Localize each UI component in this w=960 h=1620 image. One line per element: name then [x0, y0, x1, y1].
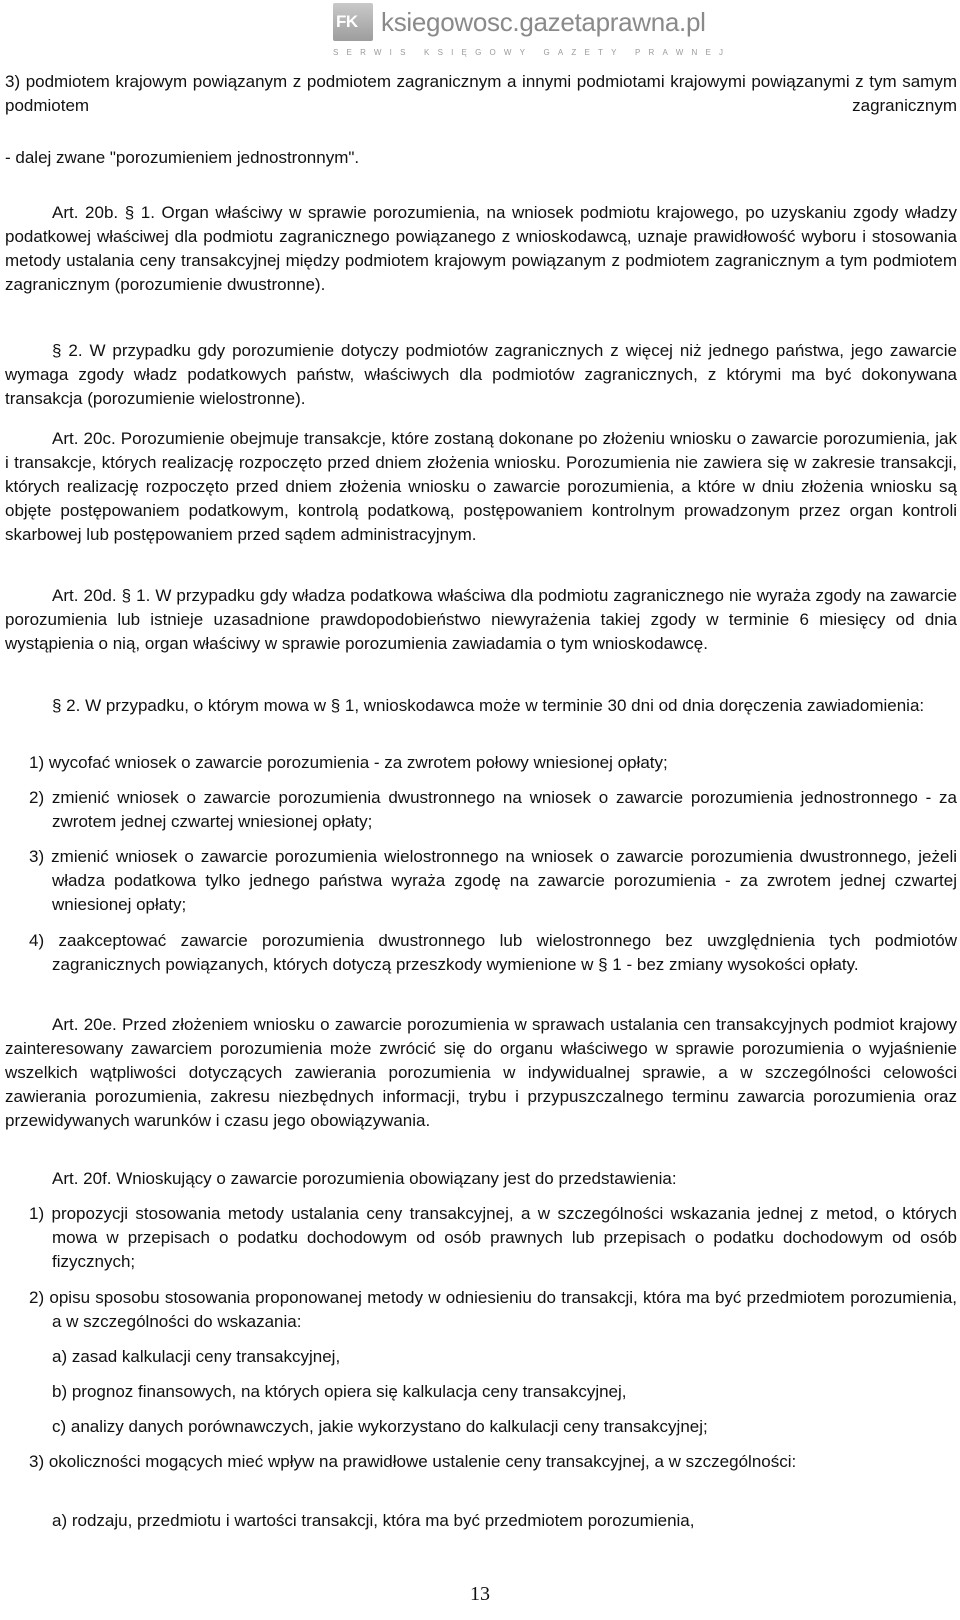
list-item-20f-2a: a) zasad kalkulacji ceny transakcyjnej,: [52, 1347, 341, 1366]
page-number: 13: [470, 1583, 490, 1605]
paragraph-art-20d-2: § 2. W przypadku, o którym mowa w § 1, wnioskodawca może w terminie 30 dni od dnia doręczenia zawiadomienia:: [52, 696, 925, 715]
paragraph-art-20b-2: § 2. W przypadku gdy porozumienie dotyczy podmiotów zagranicznych z więcej niż jednego państwa, jego zawarcie wymaga zgody władz podatkowych państw, właściwych dla podmiotów zagranicznych, z którymi ma być dokonywana transakcja (porozumienie wielostronne).: [5, 341, 957, 408]
list-item-20d-2: 2) zmienić wniosek o zawarcie porozumienia dwustronnego na wniosek o zawarcie porozumienia jednostronnego - za zwrotem jednej czwartej wniesionej opłaty;: [29, 788, 957, 831]
paragraph-item-3: 3) podmiotem krajowym powiązanym z podmiotem zagranicznym a innymi podmiotami krajowymi powiązanymi z tym samym podmiotem zagranicznym: [5, 72, 957, 115]
logo-badge-text: FK: [336, 12, 358, 31]
logo-badge-icon: [333, 3, 373, 41]
list-item-20f-3: 3) okoliczności mogących mieć wpływ na prawidłowe ustalenie ceny transakcyjnej, a w szczególności:: [29, 1452, 797, 1471]
paragraph-art-20e: Art. 20e. Przed złożeniem wniosku o zawarcie porozumienia w sprawach ustalania cen transakcyjnych podmiot krajowy zainteresowany zawarciem porozumienia może zwrócić się do organu właściwego w sprawie porozumienia o wyjaśnienie wszelkich wątpliwości dotyczących zawierania porozumienia w indywidualnej sprawie, a w szczególności celowości zawierania porozumienia, zakresu niezbędnych informacji, trybu i przypuszczalnego terminu zawarcia porozumienia oraz przewidywanych warunków i czasu jego obowiązywania.: [5, 1015, 957, 1130]
paragraph-art-20b-1: Art. 20b. § 1. Organ właściwy w sprawie porozumienia, na wniosek podmiotu krajowego, po uzyskaniu zgody władzy podatkowej właściwej dla podmiotu zagranicznego powiązanego z wnioskodawcą, uznaje prawidłowość wyboru i stosowania metody ustalania ceny transakcyjnej między podmiotem krajowym powiązanym z podmiotem zagranicznym a tym podmiotem zagranicznym (porozumienie dwustronne).: [5, 203, 957, 294]
list-item-20f-2c: c) analizy danych porównawczych, jakie wykorzystano do kalkulacji ceny transakcyjnej;: [52, 1417, 708, 1436]
list-item-20f-3a: a) rodzaju, przedmiotu i wartości transakcji, która ma być przedmiotem porozumienia,: [52, 1511, 695, 1530]
logo-tagline: SERWIS KSIĘGOWY GAZETY PRAWNEJ: [333, 48, 732, 57]
list-item-20d-3: 3) zmienić wniosek o zawarcie porozumienia wielostronnego na wniosek o zawarcie porozumienia dwustronnego, jeżeli władza podatkowa tylko jednego państwa wyraża zgodę na zawarcie porozumienia - za zwrotem jednej czwartej wniesionej opłaty;: [29, 847, 957, 914]
site-logo: [333, 3, 732, 57]
paragraph-art-20d-1: Art. 20d. § 1. W przypadku gdy władza podatkowa właściwa dla podmiotu zagranicznego nie wyraża zgody na zawarcie porozumienia lub istnieje uzasadnione prawdopodobieństwo niewyrażenia takiej zgody w terminie 6 miesięcy od dnia wystąpienia o nią, organ właściwy w sprawie porozumienia zawiadamia o tym wnioskodawcę.: [5, 586, 957, 653]
paragraph-art-20c: Art. 20c. Porozumienie obejmuje transakcje, które zostaną dokonane po złożeniu wniosku o zawarcie porozumienia, jak i transakcje, których realizację rozpoczęto przed dniem złożenia wniosku. Porozumienia nie zawiera się w zakresie transakcji, których realizację rozpoczęto przed dniem złożenia wniosku o zawarcie porozumienia, a które w dniu złożenia wniosku są objęte postępowaniem podatkowym, kontrolą podatkową, postępowaniem kontrolnym prowadzonym przez organ kontroli skarbowej lub postępowaniem przed sądem administracyjnym.: [5, 429, 957, 544]
list-item-20f-1: 1) propozycji stosowania metody ustalania ceny transakcyjnej, a w szczególności wskazania jednej z metod, o których mowa w przepisach o podatku dochodowym od osób prawnych lub przepisach o podatku dochodowym od osób fizycznych;: [29, 1204, 957, 1271]
paragraph-art-20f: Art. 20f. Wnioskujący o zawarcie porozumienia obowiązany jest do przedstawienia:: [52, 1169, 677, 1188]
list-item-20d-4: 4) zaakceptować zawarcie porozumienia dwustronnego lub wielostronnego bez uwzględnienia tych podmiotów zagranicznych powiązanych, których dotyczą przeszkody wymienione w § 1 - bez zmiany wysokości opłaty.: [29, 931, 957, 974]
logo-title: ksiegowosc.gazetaprawna.pl: [381, 7, 706, 37]
page-header: [0, 0, 960, 60]
paragraph-dalej-zwane: - dalej zwane "porozumieniem jednostronnym".: [5, 148, 360, 167]
list-item-20f-2b: b) prognoz finansowych, na których opiera się kalkulacja ceny transakcyjnej,: [52, 1382, 627, 1401]
list-item-20f-2: 2) opisu sposobu stosowania proponowanej metody w odniesieniu do transakcji, która ma być przedmiotem porozumienia, a w szczególności do wskazania:: [29, 1288, 957, 1331]
list-item-20d-1: 1) wycofać wniosek o zawarcie porozumienia - za zwrotem połowy wniesionej opłaty;: [29, 753, 668, 772]
